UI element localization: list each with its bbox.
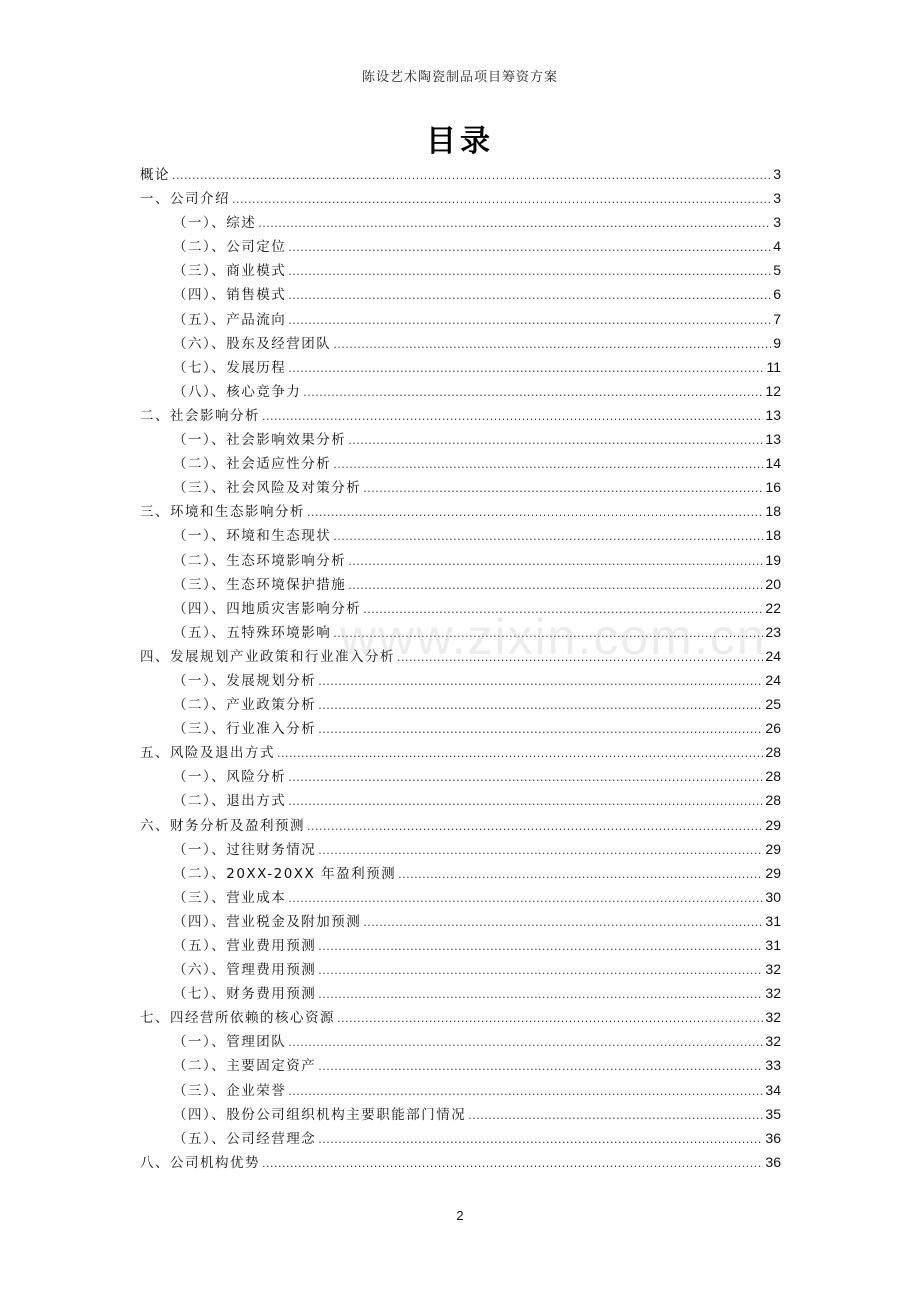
toc-leader-dots: [258, 212, 771, 236]
toc-entry[interactable]: [140, 885, 781, 909]
toc-entry-label: （二）、公司定位: [173, 239, 287, 256]
toc-entry-page: 16: [765, 479, 781, 496]
toc-entry-label: （三）、社会风险及对策分析: [173, 480, 362, 497]
toc-entry-label: （四）、销售模式: [173, 287, 287, 304]
toc-entry-page: 34: [765, 1081, 781, 1098]
toc-entry-label: 概论: [140, 167, 170, 183]
toc-entry-label: （一）、社会影响效果分析: [173, 432, 347, 449]
toc-entry[interactable]: [140, 1005, 781, 1029]
toc-entry-page: 6: [773, 286, 781, 303]
toc-leader-dots: [318, 983, 763, 1007]
toc-leader-dots: [397, 646, 763, 670]
toc-entry-page: 3: [773, 166, 781, 182]
toc-entry[interactable]: [140, 210, 781, 234]
toc-entry[interactable]: [140, 1126, 781, 1150]
toc-entry-label: （一）、发展规划分析: [173, 672, 317, 689]
toc-leader-dots: [363, 477, 763, 501]
toc-entry-page: 13: [765, 406, 781, 423]
toc-entry[interactable]: [140, 837, 781, 861]
toc-entry-label: （四）、四地质灾害影响分析: [173, 600, 362, 617]
toc-entry-page: 23: [765, 623, 781, 640]
toc-leader-dots: [288, 357, 764, 381]
toc-leader-dots: [333, 333, 771, 357]
toc-entry-label: （一）、环境和生态现状: [173, 528, 332, 545]
running-header: 陈设艺术陶瓷制品项目筹资方案: [361, 70, 558, 85]
toc-entry[interactable]: [140, 282, 781, 306]
toc-entry[interactable]: [140, 548, 781, 572]
toc-entry-page: 36: [765, 1129, 781, 1146]
toc-entry-label: （七）、发展历程: [173, 359, 287, 376]
toc-leader-dots: [363, 598, 763, 622]
toc-leader-dots: [333, 453, 763, 477]
toc-leader-dots: [303, 381, 763, 405]
toc-leader-dots: [307, 501, 763, 525]
toc-leader-dots: [288, 309, 771, 333]
toc-entry-label: （一）、综述: [173, 215, 257, 232]
toc-entry[interactable]: [140, 427, 781, 451]
toc-entry-page: 14: [765, 455, 781, 472]
toc-entry[interactable]: [140, 258, 781, 282]
toc-entry-page: 9: [773, 334, 781, 351]
toc-leader-dots: [318, 839, 763, 863]
toc-entry-page: 29: [765, 816, 781, 833]
toc-entry-page: 18: [765, 503, 781, 520]
toc-entry-label: （二）、20XX-20XX 年盈利预测: [173, 865, 397, 882]
toc-entry[interactable]: [140, 331, 781, 355]
toc-entry-label: 四、发展规划产业政策和行业准入分析: [140, 648, 395, 665]
toc-entry-page: 28: [765, 744, 781, 761]
toc-entry-page: 29: [765, 840, 781, 857]
toc-entry-label: （二）、退出方式: [173, 793, 287, 810]
toc-leader-dots: [288, 260, 771, 284]
toc-entry-page: 3: [773, 190, 781, 207]
toc-leader-dots: [363, 911, 763, 935]
toc-entry-label: （八）、核心竞争力: [173, 383, 302, 400]
toc-leader-dots: [232, 188, 771, 212]
toc-entry-label: （三）、生态环境保护措施: [173, 576, 347, 593]
toc-entry[interactable]: [140, 1053, 781, 1077]
toc-leader-dots: [318, 670, 763, 694]
toc-entry[interactable]: [140, 692, 781, 716]
toc-leader-dots: [262, 405, 763, 429]
toc-leader-dots: [288, 1031, 763, 1055]
toc-leader-dots: [348, 429, 763, 453]
toc-leader-dots: [333, 525, 763, 549]
toc-leader-dots: [318, 718, 763, 742]
toc-leader-dots: [318, 959, 763, 983]
toc-entry[interactable]: [140, 186, 781, 210]
toc-entry-label: （五）、公司经营理念: [173, 1130, 317, 1147]
toc-leader-dots: [318, 694, 763, 718]
toc-entry[interactable]: [140, 764, 781, 788]
toc-entry-page: 28: [765, 792, 781, 809]
toc-entry[interactable]: [140, 957, 781, 981]
toc-entry-page: 11: [766, 358, 781, 375]
toc-entry-page: 31: [765, 912, 781, 929]
page-title: 目录: [426, 124, 494, 159]
toc-entry-page: 5: [773, 262, 781, 279]
toc-entry-label: （三）、商业模式: [173, 263, 287, 280]
toc-entry-page: 36: [765, 1153, 781, 1170]
toc-entry[interactable]: [140, 403, 781, 427]
toc-entry-label: （二）、产业政策分析: [173, 697, 317, 714]
toc-entry[interactable]: [140, 523, 781, 547]
toc-leader-dots: [288, 1080, 763, 1104]
toc-entry-page: 22: [765, 599, 781, 616]
toc-entry-label: （六）、管理费用预测: [173, 962, 317, 979]
toc-entry-label: （三）、企业荣誉: [173, 1082, 287, 1099]
toc-entry[interactable]: [140, 788, 781, 812]
toc-entry[interactable]: [140, 162, 781, 186]
toc-entry-label: 八、公司机构优势: [140, 1154, 260, 1171]
toc-entry-label: （一）、风险分析: [173, 769, 287, 786]
toc-entry[interactable]: [140, 475, 781, 499]
toc-entry-label: 五、风险及退出方式: [140, 745, 275, 762]
toc-entry-label: （五）、营业费用预测: [173, 938, 317, 954]
toc-entry-label: （二）、主要固定资产: [173, 1058, 317, 1075]
toc-entry-page: 30: [765, 888, 781, 905]
toc-entry[interactable]: [140, 668, 781, 692]
toc-entry[interactable]: [140, 909, 781, 933]
toc-leader-dots: [337, 1007, 763, 1031]
toc-leader-dots: [333, 622, 763, 646]
toc-entry-label: 三、环境和生态影响分析: [140, 504, 305, 521]
toc-entry-label: （五）、五特殊环境影响: [173, 624, 332, 641]
toc-leader-dots: [398, 863, 763, 887]
toc-entry-page: 31: [765, 937, 781, 953]
toc-leader-dots: [318, 935, 763, 959]
toc-leader-dots: [288, 284, 771, 308]
toc-entry-label: （三）、营业成本: [173, 889, 287, 906]
toc-entry[interactable]: [140, 572, 781, 596]
toc-leader-dots: [172, 164, 771, 188]
toc-leader-dots: [277, 742, 763, 766]
toc-entry-label: （二）、社会适应性分析: [173, 456, 332, 473]
watermark: www.zixin.com.cn: [340, 609, 767, 665]
toc-entry[interactable]: [140, 1029, 781, 1053]
toc-entry[interactable]: [140, 644, 781, 668]
toc-leader-dots: [468, 1104, 763, 1128]
toc-entry-page: 4: [773, 238, 781, 255]
toc-entry[interactable]: [140, 355, 781, 379]
toc-entry[interactable]: [140, 740, 781, 764]
toc-leader-dots: [288, 790, 763, 814]
toc-entry-label: （二）、生态环境影响分析: [173, 552, 347, 569]
toc-leader-dots: [262, 1152, 763, 1176]
toc-leader-dots: [348, 550, 763, 574]
toc-leader-dots: [318, 1055, 763, 1079]
toc-entry-page: 19: [765, 551, 781, 568]
toc-entry-label: （六）、股东及经营团队: [173, 335, 332, 352]
toc-entry-page: 7: [773, 310, 781, 327]
toc-entry[interactable]: [140, 1078, 781, 1102]
toc-leader-dots: [288, 887, 763, 911]
toc-entry-page: 32: [765, 1009, 781, 1026]
toc-entry-label: （三）、行业准入分析: [173, 721, 317, 738]
toc-entry[interactable]: [140, 981, 781, 1005]
toc-entry[interactable]: [140, 379, 781, 403]
toc-entry-page: 26: [765, 720, 781, 737]
toc-entry[interactable]: [140, 933, 781, 957]
toc-entry[interactable]: [140, 307, 781, 331]
toc-entry-page: 24: [765, 671, 781, 688]
toc-entry-label: （一）、过往财务情况: [173, 841, 317, 858]
toc-entry[interactable]: [140, 620, 781, 644]
toc-entry[interactable]: [140, 813, 781, 837]
toc-entry-page: 24: [765, 647, 781, 664]
toc-leader-dots: [348, 574, 763, 598]
toc-entry-page: 29: [765, 864, 781, 881]
toc-entry-label: 一、公司介绍: [140, 191, 230, 208]
toc-entry-page: 20: [765, 575, 781, 592]
toc-entry-label: （四）、股份公司组织机构主要职能部门情况: [173, 1106, 467, 1123]
toc-entry-page: 13: [765, 431, 781, 448]
toc-entry-label: 二、社会影响分析: [140, 407, 260, 424]
toc-entry-label: （四）、营业税金及附加预测: [173, 913, 362, 930]
toc-entry-label: 六、财务分析及盈利预测: [140, 817, 305, 834]
toc-entry-page: 32: [765, 985, 781, 1002]
toc-leader-dots: [288, 236, 771, 260]
toc-entry-page: 18: [765, 527, 781, 544]
toc-leader-dots: [307, 815, 763, 839]
toc-entry-page: 32: [765, 1033, 781, 1050]
toc-entry[interactable]: [140, 596, 781, 620]
toc-entry-label: （七）、财务费用预测: [173, 986, 317, 1003]
page-number: 2: [456, 1208, 464, 1223]
toc-entry[interactable]: [140, 499, 781, 523]
toc-entry-page: 12: [765, 382, 781, 399]
toc-leader-dots: [318, 1128, 763, 1152]
toc-entry-page: 3: [773, 214, 781, 231]
toc-entry[interactable]: [140, 451, 781, 475]
toc-entry-page: 35: [765, 1105, 781, 1122]
toc-entry-label: （五）、产品流向: [173, 311, 287, 328]
toc-entry[interactable]: [140, 234, 781, 258]
table-of-contents: [140, 162, 781, 1174]
toc-entry[interactable]: [140, 861, 781, 885]
toc-entry-page: 28: [765, 768, 781, 785]
toc-entry-label: （一）、管理团队: [173, 1034, 287, 1051]
toc-entry[interactable]: [140, 1102, 781, 1126]
toc-entry[interactable]: [140, 1150, 781, 1174]
toc-entry-page: 32: [765, 961, 781, 978]
toc-entry-page: 33: [765, 1057, 781, 1074]
toc-entry[interactable]: [140, 716, 781, 740]
toc-leader-dots: [288, 766, 763, 790]
toc-entry-label: 七、四经营所依赖的核心资源: [140, 1010, 335, 1027]
toc-entry-page: 25: [765, 696, 781, 713]
